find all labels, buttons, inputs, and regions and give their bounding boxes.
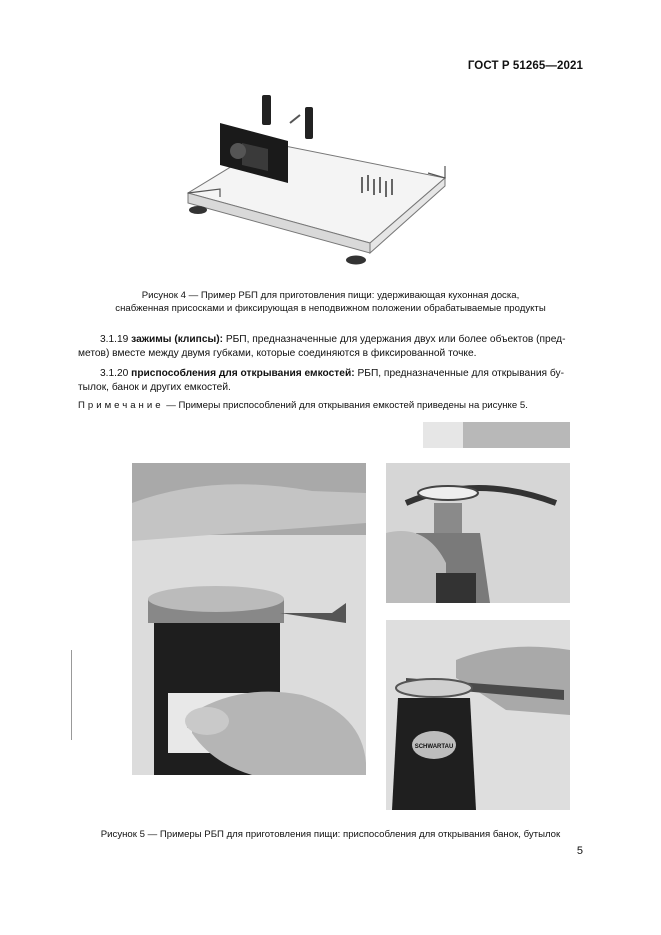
figure-4-caption [60,289,601,315]
figure-5-caption: Рисунок 5 — Примеры РБП для приготовления пищи: приспособления для открывания банок, бутылок [100,829,561,840]
note [78,399,583,412]
standard-number: ГОСТ Р 51265—2021 [467,60,583,72]
photo-bottle-opener [386,463,570,603]
definition-text-line2: тылок, банок и других емкостей. [78,381,231,393]
term: зажимы (клипсы): [131,334,223,345]
note-text: — Примеры приспособлений для открывания емкостей приведены на рисунке 5. [166,400,528,411]
figure-4-caption-line2: снабженная присосками и фиксирующая в неподвижном положении обрабатываемые продукты [115,303,546,314]
figure-5-image [60,420,580,820]
section-number: 3.1.20 [100,368,129,379]
definition-3-1-20 [78,367,583,394]
definition-text-line2: метов) вместе между двумя губками, которые соединяются в фиксированной точке. [78,347,477,359]
definition-3-1-19 [78,333,583,360]
figure-4-image [180,93,450,283]
definition-text: РБП, предназначенные для удержания двух или более объектов (пред- [225,334,566,345]
photo-jar-opener-left [132,463,366,775]
jar-label-right: SCHWARTAU [414,744,454,750]
figure-4-caption-line1: Рисунок 4 — Пример РБП для приготовления пищи: удерживающая кухонная доска, [141,290,520,301]
page-number: 5 [576,845,583,857]
section-number: 3.1.19 [100,334,129,345]
definition-text: РБП, предназначенные для открывания бу- [357,368,564,379]
scan-mark [71,650,72,740]
note-label: Примечание [78,400,164,411]
photo-lid-lever-opener [386,620,570,810]
term: приспособления для открывания емкостей: [131,368,355,379]
photo-strip [423,422,570,448]
